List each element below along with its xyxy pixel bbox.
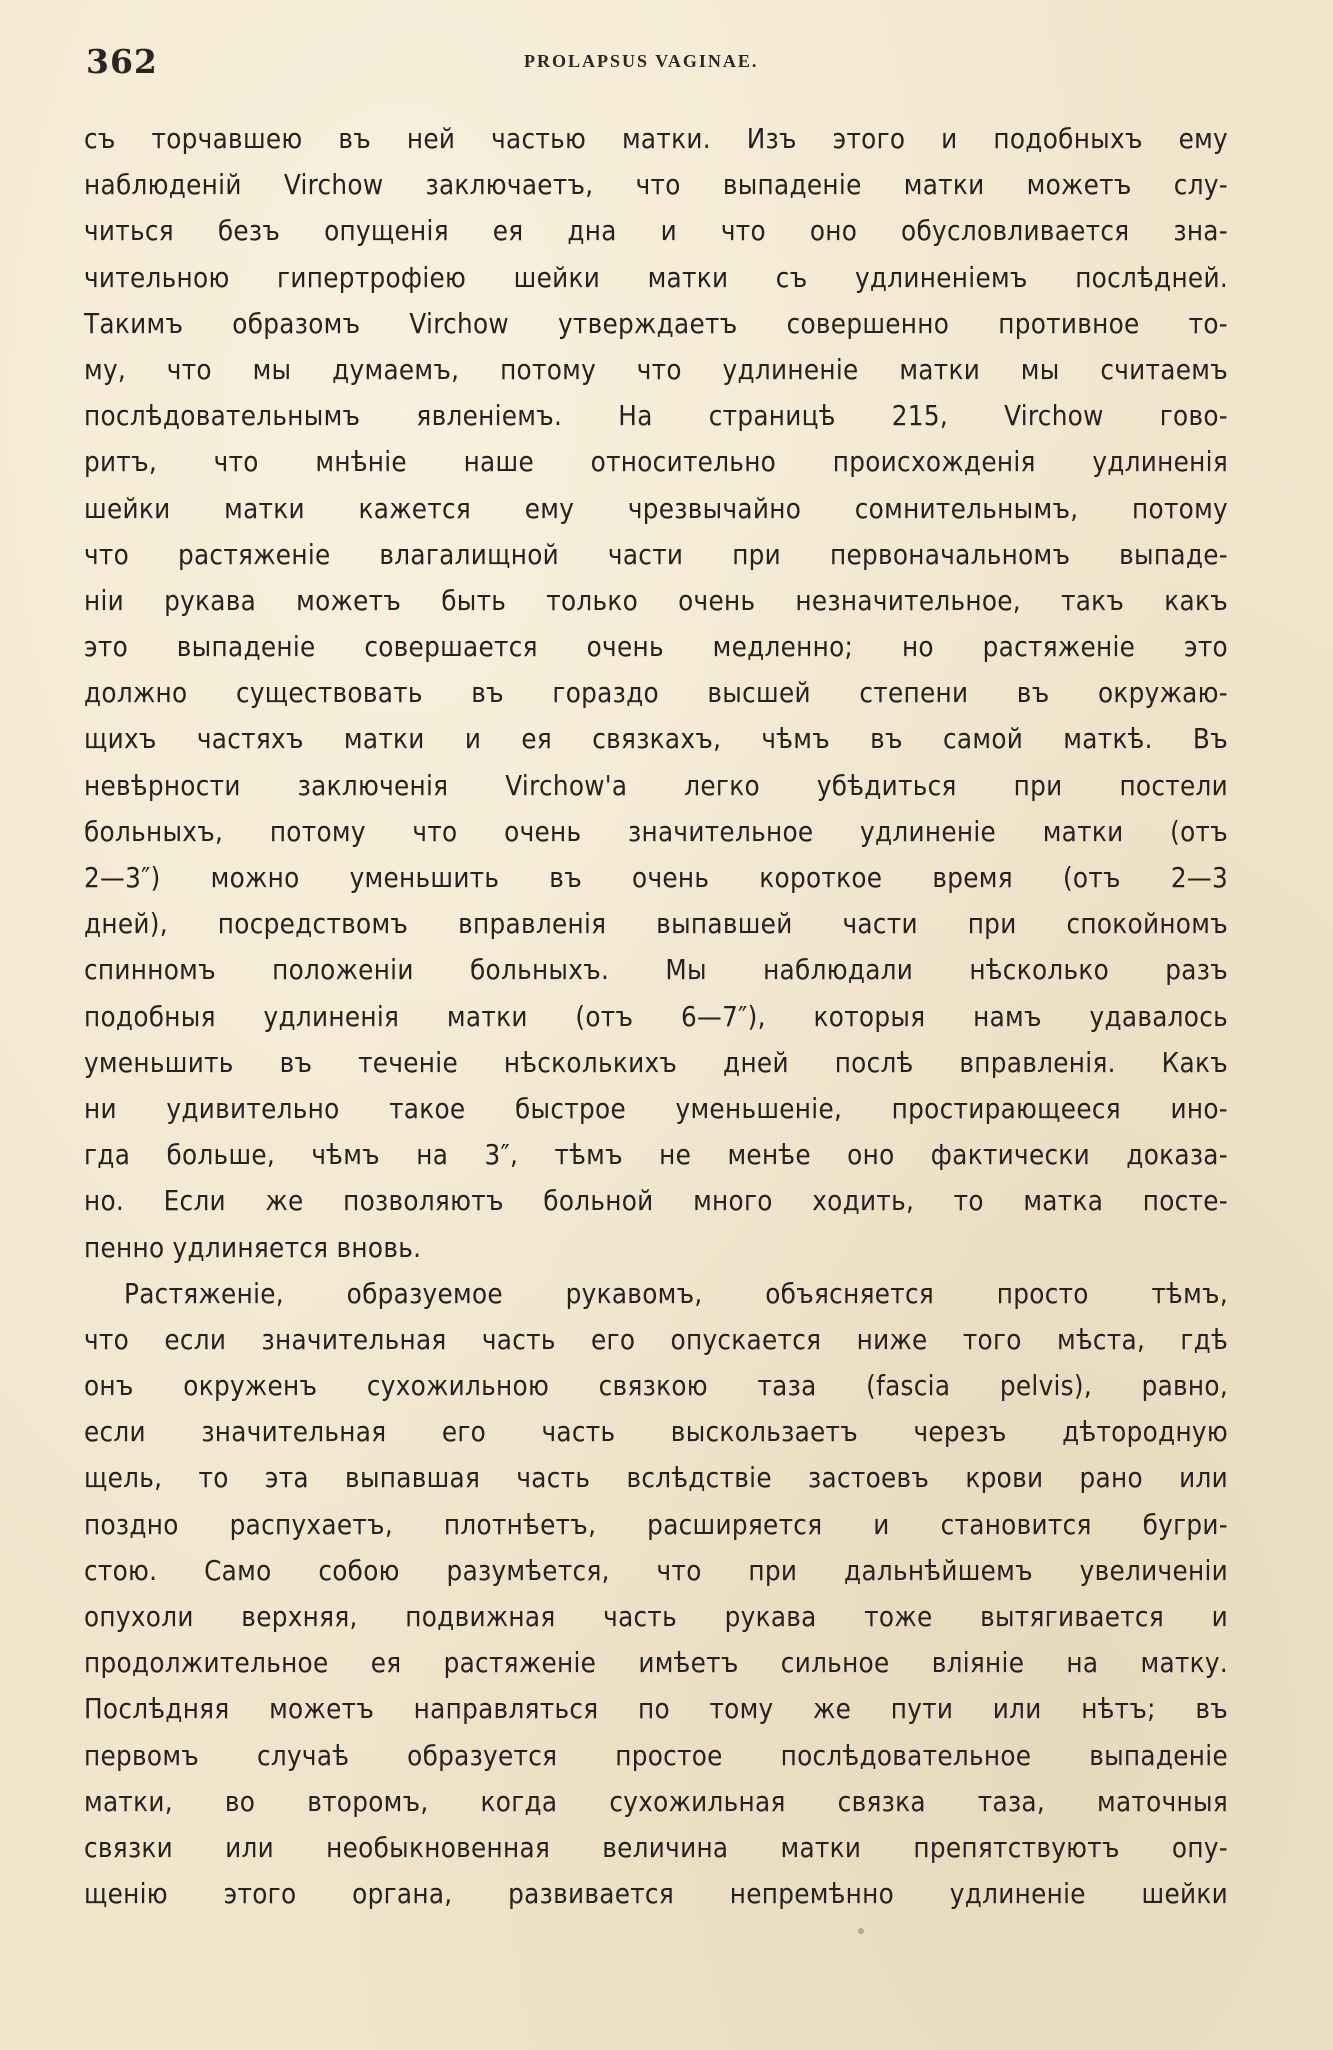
text-line: послѣдовательнымъ явленіемъ. На страницѣ 215, Virchow гово- [84,400,1228,433]
text-line: ритъ, что мнѣніе наше относительно происхожденія удлиненія [84,446,1228,479]
text-line: гда больше, чѣмъ на 3″, тѣмъ не менѣе оно фактически доказа- [84,1139,1228,1172]
page-header [86,42,1223,82]
text-line: поздно распухаетъ, плотнѣетъ, расширяется и становится бугри- [84,1508,1228,1541]
text-line: подобныя удлиненія матки (отъ 6—7″), которыя намъ удавалось [84,1000,1228,1033]
text-line: Послѣдняя можетъ направляться по тому же пути или нѣтъ; въ [84,1693,1228,1726]
page-number: 362 [86,42,158,81]
text-line: ніи рукава можетъ быть только очень незначительное, такъ какъ [84,584,1228,617]
text-line: уменьшить въ теченіе нѣсколькихъ дней послѣ вправленія. Какъ [84,1046,1228,1079]
body-text [84,116,1228,1917]
text-line: съ торчавшею въ ней частью матки. Изъ этого и подобныхъ ему [84,123,1228,155]
text-line: невѣрности заключенія Virchow'a легко убѣдиться при постели [84,769,1228,802]
running-title: PROLAPSUS VAGINAE. [524,51,759,71]
text-line: Растяженіе, образуемое рукавомъ, объясняется просто тѣмъ, [124,1277,1228,1310]
text-line: пенно удлиняется вновь. [84,1231,422,1264]
text-line: это выпаденіе совершается очень медленно; но растяженіе это [84,631,1228,664]
text-line: что если значительная часть его опускается ниже того мѣста, гдѣ [84,1323,1228,1356]
text-line: му, что мы думаемъ, потому что удлиненіе матки мы считаемъ [84,353,1228,386]
text-line: дней), посредствомъ вправленія выпавшей части при спокойномъ [84,908,1228,941]
text-line: больныхъ, потому что очень значительное удлиненіе матки (отъ [84,815,1228,848]
text-line: чительною гипертрофіею шейки матки съ удлиненіемъ послѣдней. [84,261,1228,294]
text-line: первомъ случаѣ образуется простое послѣдовательное выпаденіе [84,1739,1228,1772]
paragraph [84,116,1228,1271]
text-line: если значительная его часть выскользаетъ черезъ дѣтородную [84,1416,1228,1449]
text-line: читься безъ опущенія ея дна и что оно обусловливается зна- [84,215,1228,248]
text-line: щенію этого органа, развивается непремѣнно удлиненіе шейки [84,1878,1228,1911]
text-line: онъ окруженъ сухожильною связкою таза (fascia pelvis), равно, [84,1370,1228,1403]
text-line: шейки матки кажется ему чрезвычайно сомнительнымъ, потому [84,492,1228,525]
text-line: спинномъ положеніи больныхъ. Мы наблюдали нѣсколько разъ [84,954,1228,987]
text-line: матки, во второмъ, когда сухожильная связка таза, маточныя [84,1785,1228,1818]
text-line: должно существовать въ гораздо высшей степени въ окружаю- [84,677,1228,710]
text-line: щель, то эта выпавшая часть вслѣдствіе застоевъ крови рано или [84,1462,1228,1495]
text-line: щихъ частяхъ матки и ея связкахъ, чѣмъ въ самой маткѣ. Въ [84,723,1228,756]
ink-speck [858,1928,864,1934]
paragraph [84,1271,1228,1918]
text-line: но. Если же позволяютъ больной много ходить, то матка посте- [84,1185,1228,1218]
text-line: стою. Само собою разумѣется, что при дальнѣйшемъ увеличеніи [84,1554,1228,1587]
text-line: связки или необыкновенная величина матки препятствуютъ опу- [84,1831,1228,1864]
text-line: Такимъ образомъ Virchow утверждаетъ совершенно противное то- [84,307,1228,340]
text-line: что растяженіе влагалищной части при первоначальномъ выпаде- [84,538,1228,571]
text-line: опухоли верхняя, подвижная часть рукава тоже вытягивается и [84,1601,1228,1633]
text-line: 2—3″) можно уменьшить въ очень короткое время (отъ 2—3 [84,862,1228,894]
text-line: ни удивительно такое быстрое уменьшеніе, простирающееся ино- [84,1092,1228,1125]
text-line: продолжительное ея растяженіе имѣетъ сильное вліяніе на матку. [84,1647,1228,1680]
text-line: наблюденій Virchow заключаетъ, что выпаденіе матки можетъ слу- [84,169,1228,202]
